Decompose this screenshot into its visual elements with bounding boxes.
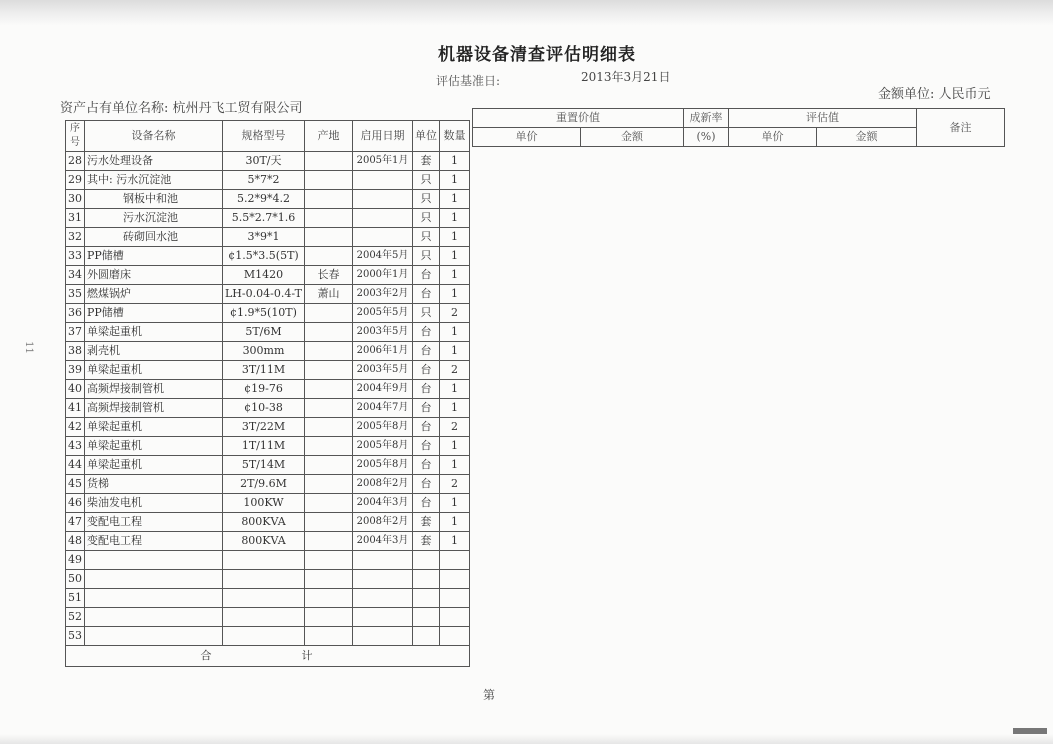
row-origin (305, 304, 353, 323)
table-row (66, 475, 470, 494)
row-qty: 1 (440, 266, 470, 285)
footer-page-mark: 第 (483, 688, 496, 702)
row-date (353, 551, 413, 570)
table-row (66, 152, 470, 171)
table-row (66, 551, 470, 570)
side-page-mark: 11 (22, 341, 34, 354)
row-origin (305, 380, 353, 399)
row-model: M1420 (223, 266, 305, 285)
row-no: 44 (66, 456, 85, 475)
row-name: 剥壳机 (85, 342, 223, 361)
row-qty: 1 (440, 209, 470, 228)
row-unit: 套 (413, 532, 440, 551)
col-header-assessed-amount: 金额 (817, 128, 917, 147)
row-name: 污水处理设备 (85, 152, 223, 171)
row-qty (440, 570, 470, 589)
row-qty: 1 (440, 494, 470, 513)
row-name: 单梁起重机 (85, 418, 223, 437)
row-unit: 台 (413, 361, 440, 380)
col-header-origin: 产地 (305, 121, 353, 152)
table-row (66, 589, 470, 608)
row-no: 31 (66, 209, 85, 228)
row-origin (305, 209, 353, 228)
row-date: 2004年5月 (353, 247, 413, 266)
row-no: 32 (66, 228, 85, 247)
row-date: 2005年1月 (353, 152, 413, 171)
row-model: 5T/14M (223, 456, 305, 475)
row-qty: 1 (440, 532, 470, 551)
col-header-unit-price: 单价 (473, 128, 581, 147)
row-qty: 2 (440, 304, 470, 323)
row-origin (305, 494, 353, 513)
row-origin (305, 589, 353, 608)
col-header-remarks: 备注 (917, 109, 1005, 147)
row-qty (440, 627, 470, 646)
scan-top-edge (0, 0, 1053, 26)
row-date: 2006年1月 (353, 342, 413, 361)
table-row (66, 304, 470, 323)
row-date: 2005年8月 (353, 437, 413, 456)
row-name: 钢板中和池 (85, 190, 223, 209)
row-no: 28 (66, 152, 85, 171)
row-model: 800KVA (223, 532, 305, 551)
col-header-replacement: 重置价值 (473, 109, 684, 128)
row-name: 外圆磨床 (85, 266, 223, 285)
row-name: 单梁起重机 (85, 437, 223, 456)
row-unit: 套 (413, 513, 440, 532)
row-qty: 2 (440, 361, 470, 380)
table-row (66, 171, 470, 190)
equipment-table (65, 120, 470, 667)
col-header-newness: 成新率 (684, 109, 729, 128)
row-origin (305, 608, 353, 627)
row-qty: 2 (440, 418, 470, 437)
table-row (66, 380, 470, 399)
row-unit: 只 (413, 247, 440, 266)
table-row (66, 190, 470, 209)
row-date: 2005年5月 (353, 304, 413, 323)
row-name: 污水沉淀池 (85, 209, 223, 228)
row-no: 37 (66, 323, 85, 342)
table-row (66, 323, 470, 342)
row-name: PP储槽 (85, 304, 223, 323)
row-unit: 台 (413, 456, 440, 475)
row-no: 50 (66, 570, 85, 589)
row-model: 3T/11M (223, 361, 305, 380)
row-date (353, 627, 413, 646)
row-unit: 只 (413, 209, 440, 228)
row-date (353, 171, 413, 190)
row-qty: 1 (440, 456, 470, 475)
col-header-name: 设备名称 (85, 121, 223, 152)
row-no: 29 (66, 171, 85, 190)
row-qty: 1 (440, 513, 470, 532)
row-name: 单梁起重机 (85, 361, 223, 380)
row-date: 2008年2月 (353, 513, 413, 532)
row-no: 34 (66, 266, 85, 285)
row-origin (305, 551, 353, 570)
row-name: 砖砌回水池 (85, 228, 223, 247)
row-unit: 台 (413, 437, 440, 456)
row-unit: 台 (413, 475, 440, 494)
scan-corner-mark (1013, 728, 1047, 734)
row-unit: 只 (413, 228, 440, 247)
row-date (353, 209, 413, 228)
row-unit (413, 627, 440, 646)
row-no: 45 (66, 475, 85, 494)
row-model: 5.2*9*4.2 (223, 190, 305, 209)
row-name: 单梁起重机 (85, 323, 223, 342)
row-unit (413, 608, 440, 627)
row-model: 30T/天 (223, 152, 305, 171)
table-row (66, 532, 470, 551)
row-qty: 1 (440, 171, 470, 190)
scan-bottom-edge (0, 734, 1053, 744)
row-no: 47 (66, 513, 85, 532)
row-model (223, 589, 305, 608)
table-header-row (66, 121, 470, 152)
row-model: 100KW (223, 494, 305, 513)
row-unit: 只 (413, 171, 440, 190)
row-model (223, 627, 305, 646)
row-unit (413, 570, 440, 589)
row-date (353, 608, 413, 627)
row-origin (305, 342, 353, 361)
row-origin (305, 513, 353, 532)
row-name: 柴油发电机 (85, 494, 223, 513)
row-name: 高频焊接制管机 (85, 380, 223, 399)
row-name: PP储槽 (85, 247, 223, 266)
col-header-amount: 金额 (581, 128, 684, 147)
row-origin (305, 570, 353, 589)
row-no: 46 (66, 494, 85, 513)
row-unit: 台 (413, 399, 440, 418)
row-model: 300mm (223, 342, 305, 361)
row-no: 49 (66, 551, 85, 570)
row-name: 单梁起重机 (85, 456, 223, 475)
col-header-newness-pct: (%) (684, 128, 729, 147)
row-name: 变配电工程 (85, 513, 223, 532)
row-name: 高频焊接制管机 (85, 399, 223, 418)
row-no: 51 (66, 589, 85, 608)
row-name (85, 551, 223, 570)
row-date: 2004年7月 (353, 399, 413, 418)
row-origin (305, 456, 353, 475)
row-no: 52 (66, 608, 85, 627)
row-model: 5T/6M (223, 323, 305, 342)
row-model: 2T/9.6M (223, 475, 305, 494)
row-origin (305, 190, 353, 209)
row-origin (305, 532, 353, 551)
total-label: 合计 (66, 646, 470, 667)
row-date: 2005年8月 (353, 418, 413, 437)
table-row (66, 209, 470, 228)
row-qty: 1 (440, 399, 470, 418)
table-row (66, 418, 470, 437)
row-no: 36 (66, 304, 85, 323)
row-model: 3*9*1 (223, 228, 305, 247)
row-origin (305, 475, 353, 494)
row-name (85, 589, 223, 608)
row-name (85, 608, 223, 627)
row-qty: 1 (440, 228, 470, 247)
row-origin (305, 627, 353, 646)
row-no: 41 (66, 399, 85, 418)
table-row (66, 361, 470, 380)
row-unit: 台 (413, 342, 440, 361)
row-origin (305, 418, 353, 437)
row-no: 40 (66, 380, 85, 399)
row-date: 2005年8月 (353, 456, 413, 475)
table-row (66, 437, 470, 456)
valuation-header-row-1 (473, 109, 1005, 128)
row-no: 48 (66, 532, 85, 551)
table-row (66, 285, 470, 304)
row-name: 燃煤锅炉 (85, 285, 223, 304)
row-date: 2004年3月 (353, 532, 413, 551)
row-no: 30 (66, 190, 85, 209)
row-model (223, 570, 305, 589)
table-row (66, 399, 470, 418)
row-qty: 1 (440, 380, 470, 399)
row-model: ¢19-76 (223, 380, 305, 399)
base-date-value: 2013年3月21日 (581, 70, 671, 84)
row-date: 2003年2月 (353, 285, 413, 304)
row-date (353, 190, 413, 209)
row-qty: 1 (440, 437, 470, 456)
row-unit: 套 (413, 152, 440, 171)
col-header-qty: 数量 (440, 121, 470, 152)
row-qty: 2 (440, 475, 470, 494)
row-no: 53 (66, 627, 85, 646)
row-origin (305, 152, 353, 171)
row-unit: 台 (413, 323, 440, 342)
col-header-date: 启用日期 (353, 121, 413, 152)
valuation-header-table (472, 108, 1005, 147)
row-name (85, 570, 223, 589)
col-header-assessed-unit-price: 单价 (729, 128, 817, 147)
row-no: 35 (66, 285, 85, 304)
row-no: 38 (66, 342, 85, 361)
table-row (66, 494, 470, 513)
row-date (353, 570, 413, 589)
row-qty (440, 589, 470, 608)
table-row (66, 513, 470, 532)
row-date: 2000年1月 (353, 266, 413, 285)
currency-unit: 金额单位: 人民币元 (878, 87, 991, 102)
col-header-model: 规格型号 (223, 121, 305, 152)
row-unit: 台 (413, 494, 440, 513)
row-name (85, 627, 223, 646)
row-model: ¢10-38 (223, 399, 305, 418)
row-unit (413, 551, 440, 570)
row-qty: 1 (440, 190, 470, 209)
row-origin: 萧山 (305, 285, 353, 304)
row-date: 2008年2月 (353, 475, 413, 494)
row-qty: 1 (440, 285, 470, 304)
total-row (66, 646, 470, 667)
row-model: 5*7*2 (223, 171, 305, 190)
row-model: 1T/11M (223, 437, 305, 456)
row-model: 3T/22M (223, 418, 305, 437)
table-body (66, 152, 470, 646)
row-date: 2004年9月 (353, 380, 413, 399)
row-no: 39 (66, 361, 85, 380)
table-row (66, 228, 470, 247)
row-origin (305, 323, 353, 342)
row-date: 2003年5月 (353, 323, 413, 342)
row-origin (305, 361, 353, 380)
row-origin (305, 437, 353, 456)
row-qty: 1 (440, 323, 470, 342)
row-no: 43 (66, 437, 85, 456)
row-model (223, 551, 305, 570)
row-model: 5.5*2.7*1.6 (223, 209, 305, 228)
row-model: ¢1.5*3.5(5T) (223, 247, 305, 266)
row-unit: 只 (413, 190, 440, 209)
row-date: 2004年3月 (353, 494, 413, 513)
row-model: 800KVA (223, 513, 305, 532)
col-header-unit: 单位 (413, 121, 440, 152)
row-unit (413, 589, 440, 608)
row-origin: 长春 (305, 266, 353, 285)
row-qty: 1 (440, 152, 470, 171)
row-qty (440, 551, 470, 570)
row-unit: 台 (413, 285, 440, 304)
row-unit: 只 (413, 304, 440, 323)
row-qty (440, 608, 470, 627)
asset-owner-name: 资产占有单位名称: 杭州丹飞工贸有限公司 (60, 101, 303, 116)
row-no: 33 (66, 247, 85, 266)
base-date-label: 评估基准日: (436, 74, 501, 88)
row-date: 2003年5月 (353, 361, 413, 380)
table-row (66, 456, 470, 475)
row-origin (305, 171, 353, 190)
row-origin (305, 247, 353, 266)
row-date (353, 589, 413, 608)
row-name: 货梯 (85, 475, 223, 494)
table-row (66, 266, 470, 285)
row-model: LH-0.04-0.4-T (223, 285, 305, 304)
row-unit: 台 (413, 418, 440, 437)
table-row (66, 342, 470, 361)
table-row (66, 247, 470, 266)
row-qty: 1 (440, 342, 470, 361)
document-title: 机器设备清查评估明细表 (438, 45, 636, 65)
row-no: 42 (66, 418, 85, 437)
row-date (353, 228, 413, 247)
row-name: 其中: 污水沉淀池 (85, 171, 223, 190)
row-model: ¢1.9*5(10T) (223, 304, 305, 323)
row-unit: 台 (413, 380, 440, 399)
row-name: 变配电工程 (85, 532, 223, 551)
row-origin (305, 399, 353, 418)
table-row (66, 627, 470, 646)
table-row (66, 608, 470, 627)
row-model (223, 608, 305, 627)
table-row (66, 570, 470, 589)
row-unit: 台 (413, 266, 440, 285)
col-header-assessed: 评估值 (729, 109, 917, 128)
row-origin (305, 228, 353, 247)
row-qty: 1 (440, 247, 470, 266)
col-header-no: 序号 (66, 121, 85, 152)
